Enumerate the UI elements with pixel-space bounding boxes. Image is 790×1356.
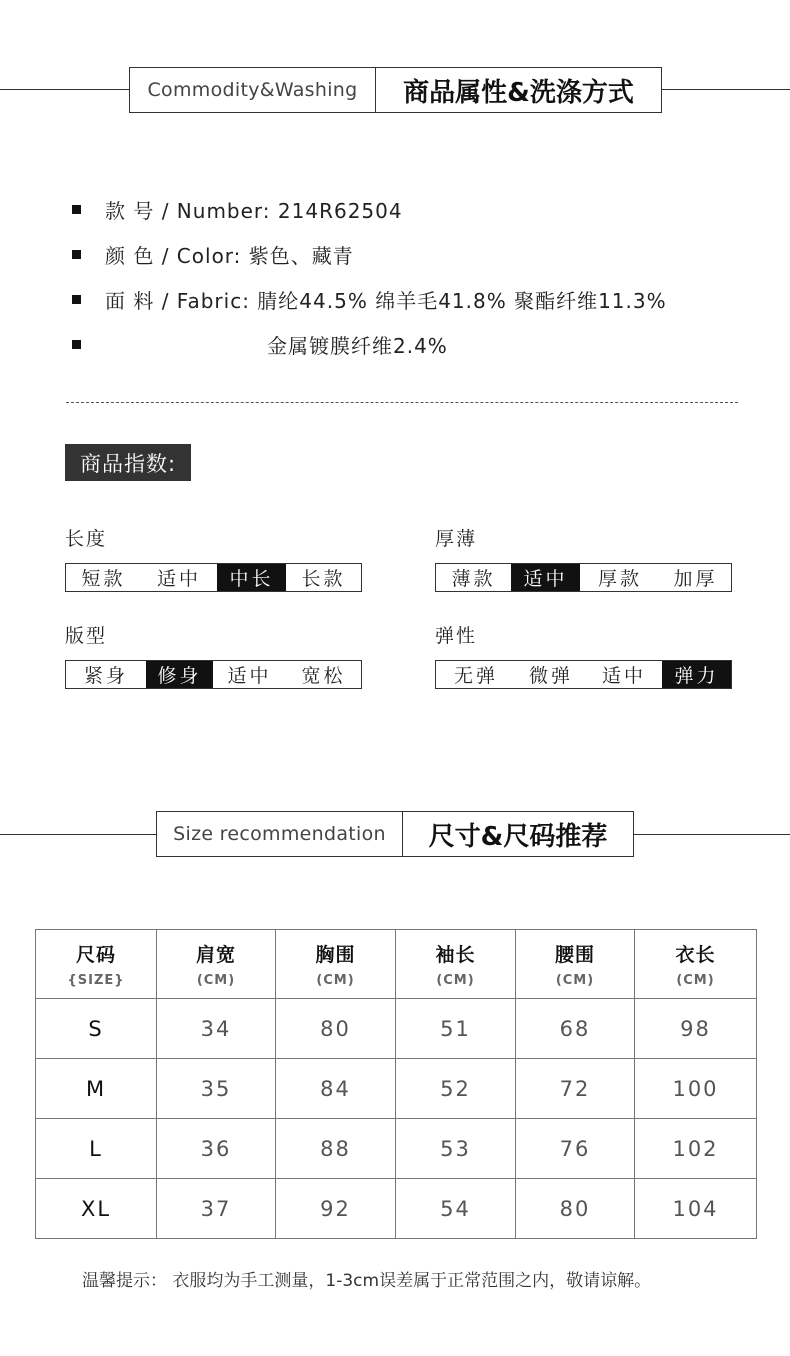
spec-fabric-cont-text: 金属镀膜纤维2.4% [267,333,448,358]
table-cell: 51 [396,999,516,1059]
table-cell: 98 [635,999,757,1059]
rating-length-opt: 长款 [301,568,346,590]
rating-fit-opt-selected: 修身 [146,661,213,688]
table-cell: 84 [276,1059,396,1119]
table-cell: 92 [276,1179,396,1239]
bullet-icon [72,205,81,214]
table-cell: 104 [635,1179,757,1239]
measurement-tip: 温馨提示： 衣服均为手工测量，1-3cm误差属于正常范围之内，敬请谅解。 [82,1271,652,1291]
section2-title-en: Size recommendation [157,812,403,856]
index-label: 商品指数: [65,444,191,481]
header-chest-cn: 胸围 [315,944,356,966]
table-cell: 36 [157,1119,276,1179]
table-cell: XL [36,1179,157,1239]
table-cell: M [36,1059,157,1119]
rating-fit-opt: 紧身 [83,665,128,687]
dashed-divider [66,402,738,403]
rating-elasticity-opt: 微弹 [528,665,573,687]
table-cell: 76 [516,1119,635,1179]
rating-fit [65,660,362,689]
table-row [36,999,757,1059]
table-cell: 34 [157,999,276,1059]
rating-thickness-opt-selected: 适中 [511,564,580,591]
header-length-en: (CM) [676,973,715,988]
table-cell: 53 [396,1119,516,1179]
header-cell-length [635,930,757,999]
rating-elasticity [435,660,732,689]
header-chest-en: (CM) [316,973,355,988]
rating-length-opt-selected: 中长 [217,564,286,591]
section1-line-right [660,89,790,90]
section1-title-en: Commodity&Washing [130,68,376,112]
rating-fit-opt: 宽松 [301,665,346,687]
header-waist-en: (CM) [555,973,595,988]
header-size-cn: 尺码 [75,944,116,966]
rating-thickness-label: 厚薄 [435,528,478,550]
rating-elasticity-label: 弹性 [435,625,478,647]
rating-length-opt: 适中 [156,568,201,590]
table-cell: L [36,1119,157,1179]
spec-fabric-cont [72,332,448,356]
spec-number [72,197,403,221]
table-row [36,1179,757,1239]
table-cell: 80 [516,1179,635,1239]
table-cell: 37 [157,1179,276,1239]
bullet-icon [72,250,81,259]
spec-color-text: 颜 色 / Color: 紫色、藏青 [105,243,354,268]
size-table [35,929,757,1239]
section1-line-left [0,89,130,90]
table-cell: 100 [635,1059,757,1119]
table-row [36,1119,757,1179]
table-cell: 102 [635,1119,757,1179]
header-shoulder-en: (CM) [196,973,236,988]
table-cell: 80 [276,999,396,1059]
rating-length [65,563,362,592]
header-length-cn: 衣长 [675,944,716,966]
table-cell: S [36,999,157,1059]
header-sleeve-en: (CM) [436,973,475,988]
size-table-header-row [36,930,757,999]
rating-thickness-opt: 加厚 [673,568,718,590]
rating-length-opt: 短款 [81,568,126,590]
table-row [36,1059,757,1119]
section2-title-cn: 尺寸&尺码推荐 [428,821,608,852]
rating-thickness-opt: 厚款 [597,568,642,590]
spec-fabric [72,287,667,311]
spec-fabric-text: 面 料 / Fabric: 腈纶44.5% 绵羊毛41.8% 聚酯纤维11.3% [105,288,667,313]
header-size-en: {SIZE} [67,973,125,988]
section1-header [129,67,662,113]
section2-line-right [632,834,790,835]
spec-number-text: 款 号 / Number: 214R62504 [105,198,403,223]
rating-elasticity-opt-selected: 弹力 [662,661,731,688]
header-waist-cn: 腰围 [554,944,595,966]
section1-title-cn: 商品属性&洗涤方式 [403,77,634,108]
header-cell-size [36,930,157,999]
header-shoulder-cn: 肩宽 [195,944,236,966]
header-sleeve-cn: 袖长 [435,944,476,966]
header-cell-sleeve [396,930,516,999]
rating-fit-label: 版型 [65,625,108,647]
header-cell-waist [516,930,635,999]
table-cell: 35 [157,1059,276,1119]
header-cell-shoulder [157,930,276,999]
rating-length-label: 长度 [65,528,108,550]
section2-line-left [0,834,157,835]
table-cell: 54 [396,1179,516,1239]
bullet-icon [72,295,81,304]
rating-fit-opt: 适中 [227,665,272,687]
rating-elasticity-opt: 无弹 [453,665,498,687]
rating-elasticity-opt: 适中 [601,665,646,687]
table-cell: 52 [396,1059,516,1119]
table-cell: 72 [516,1059,635,1119]
table-cell: 88 [276,1119,396,1179]
bullet-icon [72,340,81,349]
spec-color [72,242,354,266]
rating-thickness-opt: 薄款 [451,568,496,590]
header-cell-chest [276,930,396,999]
table-cell: 68 [516,999,635,1059]
section2-header [156,811,634,857]
rating-thickness [435,563,732,592]
